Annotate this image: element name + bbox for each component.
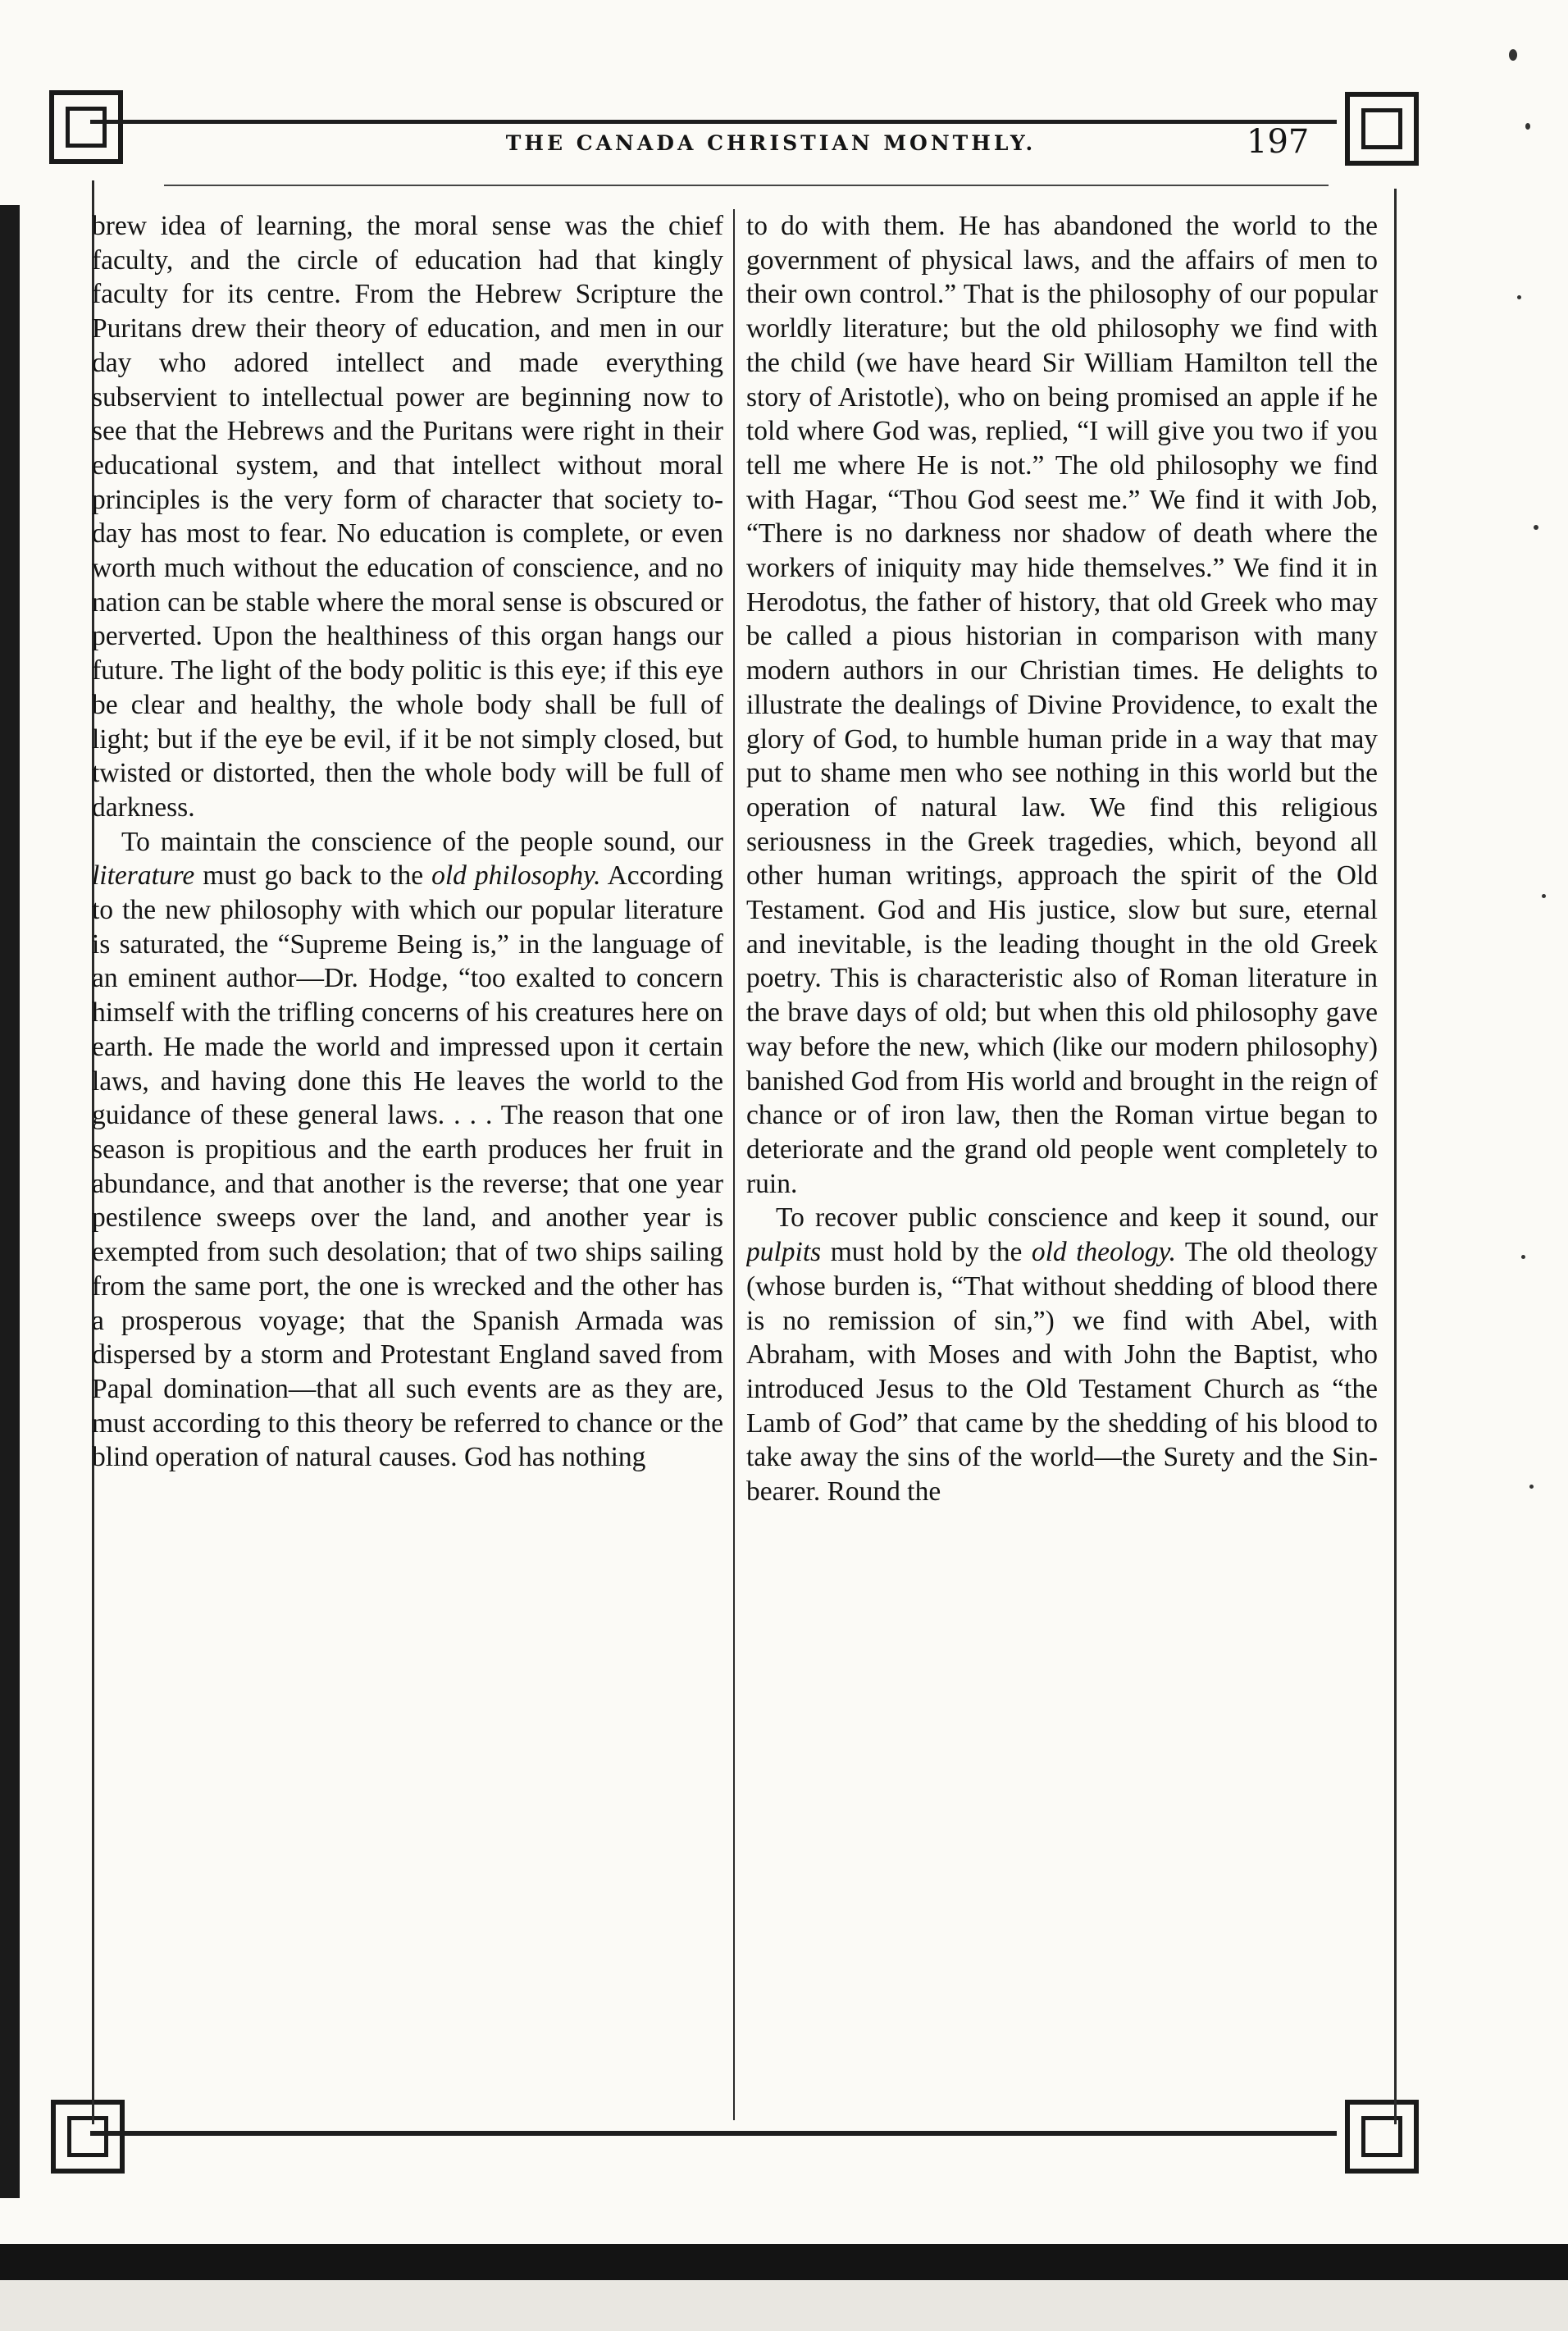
running-header-title: THE CANADA CHRISTIAN MONTHLY. <box>505 131 1037 155</box>
paragraph-text: To maintain the conscience of the people sound, our <box>121 826 723 857</box>
paragraph <box>746 1201 1378 1508</box>
scan-speck <box>1525 123 1530 130</box>
scan-margin-bottom <box>0 2280 1568 2331</box>
paragraph-text: According to the new philosophy with which our popular literature is saturated, the “Supreme Being is,” in the language of an eminent author—Dr. Hodge, “too exalted to concern himself with the trifling concerns of his creatures here on earth. He made the world and impressed upon it certain laws, and having done this He leaves the world to the guidance of these general laws. . . . The reason that one season is propitious and the earth produces her fruit in abundance, and that another is the reverse; that one year pestilence sweeps over the land, and another year is exempted from such desolation; that of two ships sailing from the same port, the one is wrecked and the other has a prosperous voyage; that the Spanish Armada was dispersed by a storm and Protestant England saved from Papal domination—that all such events are as they are, must according to this theory be referred to chance or the blind operation of natural causes. God has nothing <box>92 860 723 1473</box>
corner-ornament-top-right <box>1345 92 1419 166</box>
scan-edge-bottom <box>0 2244 1568 2280</box>
paragraph <box>92 825 723 1475</box>
header-underline <box>164 185 1329 186</box>
top-border-rule <box>90 120 1337 124</box>
corner-ornament-top-left <box>49 90 123 164</box>
scan-speck <box>1517 295 1521 299</box>
text-column-left <box>92 209 723 2128</box>
scan-speck <box>1509 49 1517 61</box>
paragraph: brew idea of learning, the moral sense was the chief faculty, and the circle of education had that kingly faculty for its centre. From the Hebrew Scripture the Puritans drew their theory of education, and men in our day who adored intellect and made everything subservient to intellectual power are beginning now to see that the Hebrews and the Puritans were right in their educational system, and that intellect without moral principles is the very form of character that society to-day has most to fear. No education is complete, or even worth much without the education of conscience, and no nation can be stable where the moral sense is obscured or perverted. Upon the healthiness of this organ hangs our future. The light of the body politic is this eye; if this eye be clear and healthy, the whole body shall be full of light; but if the eye be evil, if it be not simply closed, but twisted or distorted, then the whole body will be full of darkness. <box>92 211 723 823</box>
scan-edge-left <box>0 205 20 2198</box>
scan-speck <box>1529 1485 1534 1489</box>
right-border-rule <box>1394 189 1397 2124</box>
page-number: 197 <box>1247 123 1310 161</box>
paragraph-text: To recover public conscience and keep it sound, our <box>776 1202 1378 1234</box>
bottom-border-rule <box>90 2131 1337 2136</box>
scan-speck <box>1521 1255 1525 1259</box>
italic-text: old philosophy. <box>431 860 601 892</box>
scan-speck <box>1534 525 1538 530</box>
paragraph: to do with them. He has abandoned the world to the government of physical laws, and the affairs of men to their own control.” That is the philosophy of our popular worldly literature; but the old philosophy we find with the child (we have heard Sir William Hamilton tell the story of Aristotle), who on being promised an apple if he told where God was, replied, “I will give you two if you tell me where He is not.” The old philosophy we find with Hagar, “Thou God seest me.” We find it with Job, “There is no darkness nor shadow of death where the workers of iniquity may hide themselves.” We find it in Herodotus, the father of history, that old Greek who may be called a pious historian in comparison with many modern authors in our Christian times. He delights to illustrate the dealings of Divine Providence, to exalt the glory of God, to humble human pride in a way that may put to shame men who see nothing in this world but the operation of natural law. We find this religious seriousness in the Greek tragedies, which, beyond all other human writings, approach the spirit of the Old Testament. God and His justice, slow but sure, eternal and inevitable, is the leading thought in the old Greek poetry. This is characteristic also of Roman literature in the brave days of old; but when this old philosophy gave way before the new, which (like our modern philosophy) banished God from His world and brought in the reign of chance or of iron law, then the Roman virtue began to deteriorate and the grand old people went completely to ruin. <box>746 211 1378 1199</box>
column-divider <box>733 209 735 2120</box>
paragraph-text: The old theology (whose burden is, “That without shedding of blood there is no remission of sin,”) we find with Abel, with Abraham, with Moses and with John the Baptist, who introduced Jesus to the Old Testament Church as “the Lamb of God” that came by the shedding of his blood to take away the sins of the world—the Surety and the Sin-bearer. Round the <box>746 1237 1378 1508</box>
scan-speck <box>1542 894 1546 898</box>
italic-text: pulpits <box>746 1237 822 1268</box>
italic-text: old theology. <box>1031 1237 1176 1268</box>
italic-text: literature <box>92 860 195 892</box>
text-column-right <box>746 209 1378 2128</box>
paragraph-text: must go back to the <box>194 860 432 892</box>
paragraph-text: must hold by the <box>821 1237 1032 1268</box>
